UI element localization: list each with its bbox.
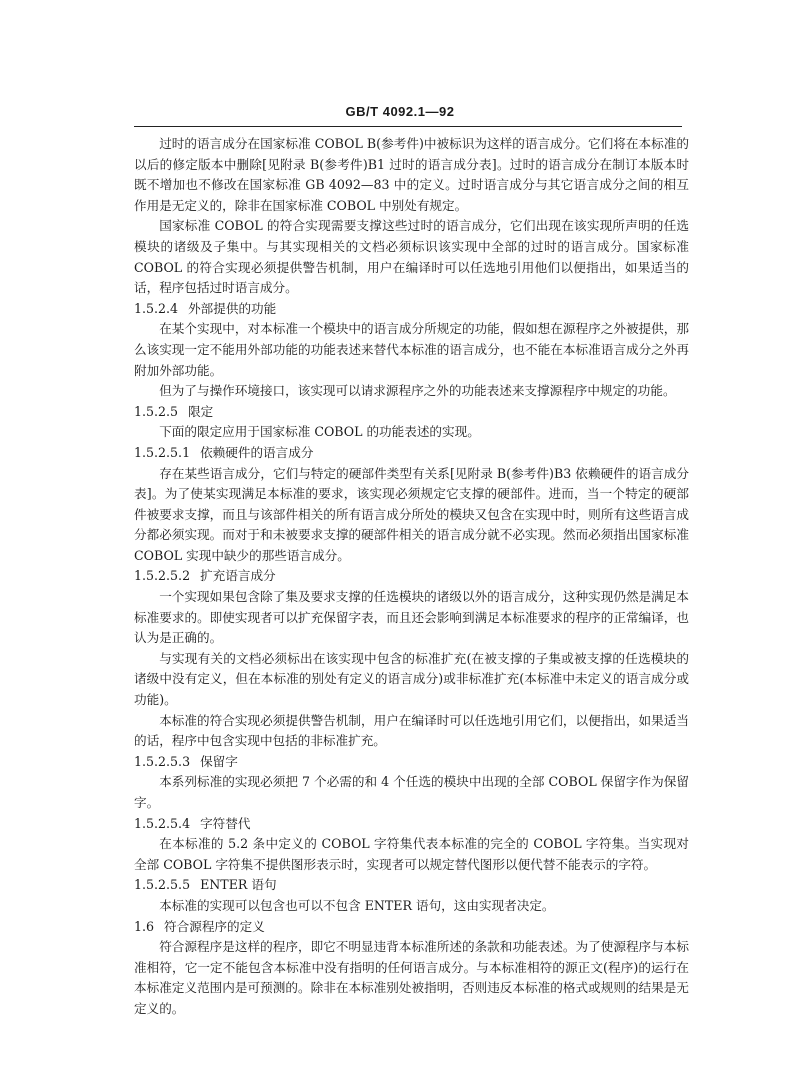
section-heading bbox=[134, 566, 689, 587]
section-number: 1.5.2.4 bbox=[134, 300, 179, 316]
section-number: 1.5.2.5.1 bbox=[134, 444, 191, 460]
section-number: 1.5.2.5.2 bbox=[134, 568, 191, 584]
body-paragraph: 在某个实现中，对本标准一个模块中的语言成分所规定的功能，假如想在源程序之外被提供，那么该实现一定不能用外部功能的功能表述来替代本标准的语言成分，也不能在本标准语言成分之外再附加外部功能。 bbox=[134, 321, 689, 378]
body-paragraph: 但为了与操作环境接口，该实现可以请求源程序之外的功能表述来支撑源程序中规定的功能。 bbox=[159, 383, 676, 399]
section-number: 1.5.2.5 bbox=[134, 403, 179, 419]
document-body bbox=[134, 134, 689, 1020]
section-number: 1.5.2.5.4 bbox=[134, 815, 191, 831]
section-title: 外部提供的功能 bbox=[188, 300, 277, 316]
section-title: 依赖硬件的语言成分 bbox=[200, 444, 314, 460]
body-paragraph: 符合源程序是这样的程序，即它不明显违背本标准所述的条款和功能表述。为了使源程序与本标准相符，它一定不能包含本标准中没有指明的任何语言成分。与本标准相符的源正文(程序)的运行在本标准定义范围内是可预测的。除非在本标准别处被指明，否则违反本标准的格式或规则的结果是无定义的。 bbox=[134, 939, 689, 1016]
body-paragraph: 与实现有关的文档必须标出在该实现中包含的标准扩充(在被支撑的子集或被支撑的任选模块的诸级中没有定义，但在本标准的别处有定义的语言成分)或非标准扩充(本标准中未定义的语言成分或功能)。 bbox=[134, 650, 689, 708]
section-heading bbox=[134, 299, 689, 320]
section-heading bbox=[134, 814, 689, 835]
standard-code-header: GB/T 4092.1—92 bbox=[345, 104, 455, 119]
section-heading bbox=[134, 752, 689, 773]
section-title: 字符替代 bbox=[200, 815, 251, 831]
body-paragraph: 一个实现如果包含除了集及要求支撑的任选模块的诸级以外的语言成分，这种实现仍然是满足本标准要求的。即使实现者可以扩充保留字表，而且还会影响到满足本标准要求的程序的正常编译，也认为是正确的。 bbox=[134, 589, 689, 646]
section-heading bbox=[134, 875, 689, 896]
body-paragraph: 本标准的实现可以包含也可以不包含 ENTER 语句，这由实现者决定。 bbox=[159, 897, 555, 913]
body-paragraph: 本标准的符合实现必须提供警告机制，用户在编译时可以任选地引用它们，以便指出，如果适当的话，程序中包含实现中包括的非标准扩充。 bbox=[134, 712, 689, 749]
body-paragraph: 在本标准的 5.2 条中定义的 COBOL 字符集代表本标准的完全的 COBOL 字符集。当实现对全部 COBOL 字符集不提供图形表示时，实现者可以规定替代图形以便代替不能表示的字符。 bbox=[134, 836, 689, 872]
section-title: ENTER 语句 bbox=[200, 877, 277, 893]
body-paragraph: 下面的限定应用于国家标准 COBOL 的功能表述的实现。 bbox=[159, 424, 480, 440]
section-number: 1.6 bbox=[134, 918, 155, 934]
section-heading bbox=[134, 917, 689, 938]
section-number: 1.5.2.5.3 bbox=[134, 753, 191, 769]
body-paragraph: 国家标准 COBOL 的符合实现需要支撑这些过时的语言成分，它们出现在该实现所声明的任选模块的诸级及子集中。与其实现相关的文档必须标识该实现中全部的过时的语言成分。国家标准 COBOL 的符合实现必须提供警告机制，用户在编译时可以任选地引用他们以便指出，如果适当的话，程序包括过时语言成分。 bbox=[134, 218, 689, 296]
section-title: 符合源程序的定义 bbox=[164, 918, 265, 934]
section-heading bbox=[134, 443, 689, 464]
section-title: 限定 bbox=[188, 403, 214, 419]
body-paragraph: 过时的语言成分在国家标准 COBOL B(参考件)中被标识为这样的语言成分。它们将在本标准的以后的修定版本中删除[见附录 B(参考件)B1 过时的语言成分表]。过时的语言成分在制订本版本时既不增加也不修改在国家标准 GB 4092—83 中的定义。过时语言成分与其它语言成分之间的相互作用是无定义的，除非在国家标准 COBOL 中别处有规定。 bbox=[134, 136, 689, 213]
section-number: 1.5.2.5.5 bbox=[134, 877, 191, 893]
body-paragraph: 本系列标准的实现必须把 7 个必需的和 4 个任选的模块中出现的全部 COBOL 保留字作为保留字。 bbox=[134, 774, 689, 810]
section-title: 扩充语言成分 bbox=[200, 568, 276, 584]
body-paragraph: 存在某些语言成分，它们与特定的硬部件类型有关系[见附录 B(参考件)B3 依赖硬件的语言成分表]。为了使某实现满足本标准的要求，该实现必须规定它支撑的硬部件。进而，当一个特定的硬部件被要求支撑，而且与该部件相关的所有语言成分所处的模块又包含在实现中时，则所有这些语言成分都必须实现。而对于和未被要求支撑的硬部件相关的语言成分就不必实现。然而必须指出国家标准 COBOL 实现中缺少的那些语言成分。 bbox=[134, 465, 689, 563]
header-rule bbox=[134, 126, 682, 127]
section-heading bbox=[134, 402, 689, 423]
section-title: 保留字 bbox=[200, 753, 238, 769]
